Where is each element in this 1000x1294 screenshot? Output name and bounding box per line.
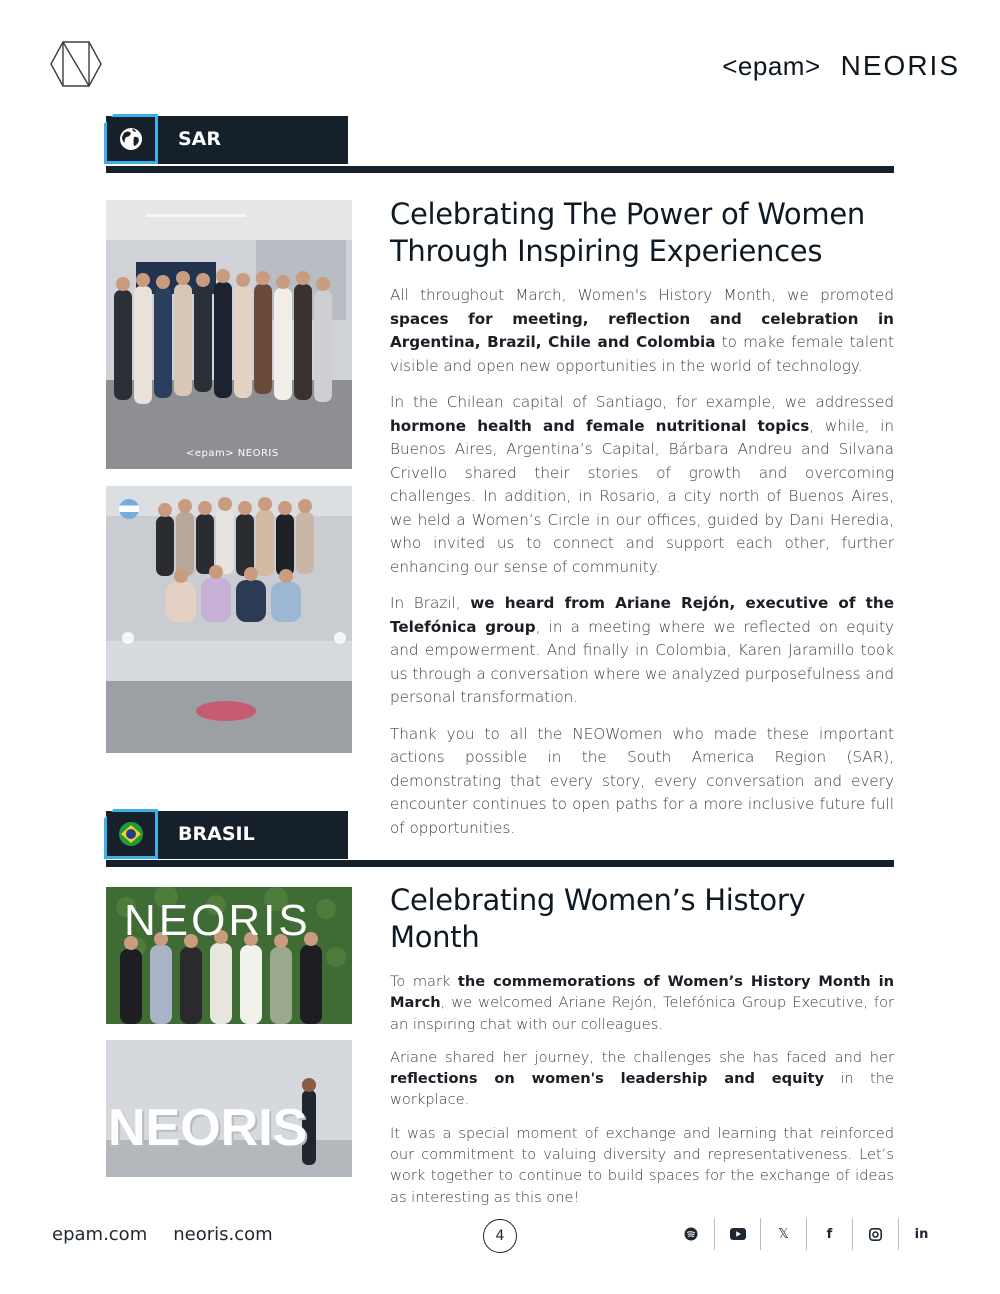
page-number: 4 <box>483 1219 517 1253</box>
section-divider <box>106 166 894 173</box>
epam-logo: <epam> <box>722 50 821 81</box>
headline-brasil <box>390 882 900 956</box>
body-brasil <box>390 971 894 1220</box>
globe-icon-box <box>104 114 158 164</box>
photo-group-office <box>106 200 352 469</box>
photo-neoris-letters <box>106 1040 352 1177</box>
neoris-hexagon-logo <box>50 40 102 88</box>
headline-sar-line1: Celebrating The Power of Women <box>390 197 865 231</box>
section-divider <box>106 860 894 867</box>
photo-neoris-wall <box>106 887 352 1024</box>
headline-sar-line2: Through Inspiring Experiences <box>390 234 823 268</box>
linkedin-icon[interactable]: in <box>898 1218 944 1250</box>
photo-sign-neoris-letters: NEORIS <box>108 1099 308 1157</box>
headline-brasil-line1: Celebrating Women’s History <box>390 883 806 917</box>
paragraph: To mark the commemorations of Women’s History Month in March, we welcomed Ariane Rejón, Telefónica Group Executive, for an inspiring chat with our colleagues. <box>390 973 894 1033</box>
photo-watermark: <epam> NEORIS <box>186 448 279 459</box>
photo-sign-neoris: NEORIS <box>124 896 311 945</box>
section-tab-sar <box>106 116 348 164</box>
headline-brasil-line2: Month <box>390 920 480 954</box>
argentina-flag-icon <box>119 499 139 519</box>
neoris-logo: NEORIS <box>840 50 960 81</box>
paragraph: In the Chilean capital of Santiago, for example, we addressed hormone health and female nutritional topics, while, in Buenos Aires, Argentina’s Capital, Bárbara Andreu and Silvana Crivello shared their stories of growth and overcoming challenges. In addition, in Rosario, a city north of Buenos Aires, we held a Women’s Circle in our offices, guided by Dani Heredia, who invited us to connect and support each other, further enhancing our sense of community. <box>390 393 894 576</box>
brazil-flag-icon-box <box>104 809 158 859</box>
section-label-brasil: BRASIL <box>178 823 255 845</box>
section-label-sar: SAR <box>178 128 222 150</box>
footer-link-neoris[interactable]: neoris.com <box>173 1224 273 1245</box>
paragraph: It was a special moment of exchange and learning that reinforced our commitment to valuing diversity and representativeness. Let’s work together to continue to build spaces for the exchange of ideas as interesting as this one! <box>390 1124 894 1206</box>
footer-links <box>52 1224 273 1245</box>
globe-icon <box>107 117 155 161</box>
paragraph: Ariane shared her journey, the challenges she has faced and her reflections on women's leadership and equity in the workplace. <box>390 1048 894 1109</box>
paragraph: Thank you to all the NEOWomen who made these important actions possible in the South America Region (SAR), demonstrating that every story, every conversation and every encounter continues to open paths for a more inclusive future full of opportunities. <box>390 724 894 837</box>
brazil-flag-icon <box>107 812 155 856</box>
instagram-icon[interactable] <box>852 1218 898 1250</box>
headline-sar <box>390 196 900 270</box>
brand-logos <box>722 50 960 82</box>
spotify-icon[interactable] <box>668 1218 714 1250</box>
paragraph: In Brazil, we heard from Ariane Rejón, executive of the Telefónica group, in a meeting where we reflected on equity and empowerment. And finally in Colombia, Karen Jaramillo took us through a conversation where we analyzed purposefulness and personal transformation. <box>390 594 894 706</box>
paragraph: All throughout March, Women's History Month, we promoted spaces for meeting, reflection and celebration in Argentina, Brazil, Chile and Colombia to make female talent visible and open new opportunities in the world of technology. <box>390 286 894 375</box>
footer-link-epam[interactable]: epam.com <box>52 1224 148 1245</box>
x-icon[interactable]: 𝕏 <box>760 1218 806 1250</box>
photo-carousel-argentina <box>106 486 352 753</box>
facebook-icon[interactable]: f <box>806 1218 852 1250</box>
youtube-icon[interactable] <box>714 1218 760 1250</box>
section-tab-brasil <box>106 811 348 859</box>
body-sar <box>390 284 894 853</box>
social-links <box>668 1218 944 1250</box>
